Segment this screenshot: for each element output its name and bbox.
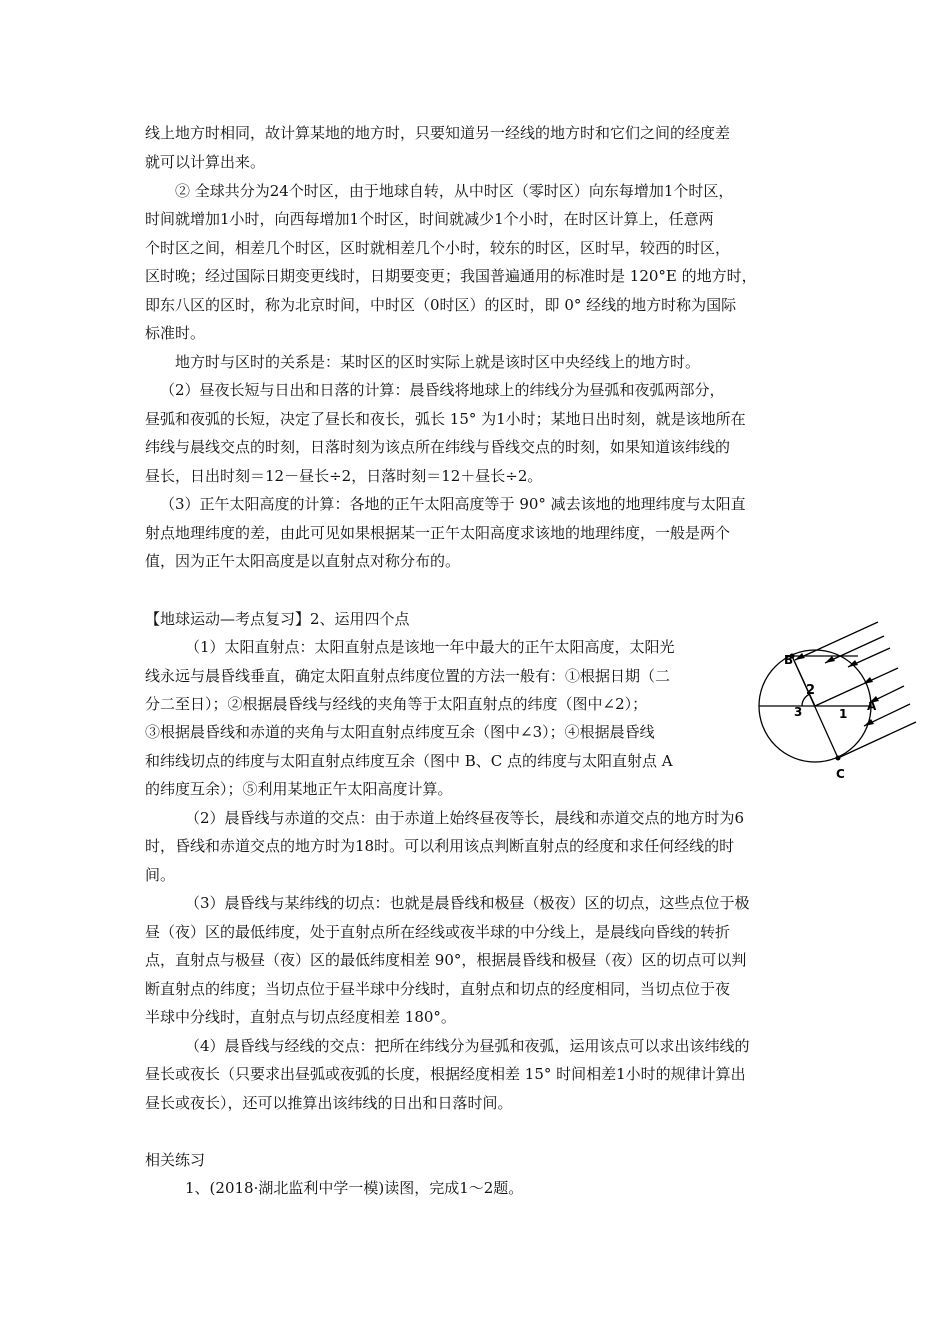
text-line: 时间就增加1小时，向西每增加1个时区，时间就减少1个小时，在时区计算上，任意两 bbox=[145, 210, 714, 228]
text-line: 标准时。 bbox=[145, 324, 206, 342]
text-line: 间。 bbox=[145, 866, 176, 884]
text-line: 即东八区的区时，称为北京时间，中时区（0时区）的区时，即 0° 经线的地方时称为国际 bbox=[145, 296, 737, 314]
text-line: 昼（夜）区的最低纬度，处于直射点所在经线或夜半球的中分线上，是晨线向昏线的转折 bbox=[145, 923, 731, 941]
text-line: （3）正午太阳高度的计算：各地的正午太阳高度等于 90° 减去该地的地理纬度与太阳直 bbox=[160, 495, 746, 513]
point-c-dot bbox=[836, 756, 841, 761]
label-c: C bbox=[836, 767, 845, 781]
normal-line bbox=[815, 684, 863, 706]
section-title: 【地球运动—考点复习】2、运用四个点 bbox=[145, 610, 410, 628]
sun-ray bbox=[838, 722, 916, 758]
label-angle-3: 3 bbox=[794, 705, 803, 719]
label-a: A bbox=[867, 699, 877, 713]
label-angle-2: 2 bbox=[806, 683, 816, 698]
text-line: （4）晨昏线与经线的交点：把所在纬线分为昼弧和夜弧，运用该点可以求出该纬线的 bbox=[185, 1037, 750, 1055]
text-line: 区时晚；经过国际日期变更线时，日期要变更；我国普遍通用的标准时是 120°E 的地方时， bbox=[145, 267, 757, 285]
text-line: ③根据晨昏线和赤道的夹角与太阳直射点纬度互余（图中∠3）；④根据晨昏线 bbox=[145, 723, 655, 741]
text-line: 昼长或夜长（只要求出昼弧或夜弧的长度，根据经度相差 15° 时间相差1小时的规律计算出 bbox=[145, 1065, 746, 1083]
text-line: 昼长，日出时刻＝12－昼长÷2，日落时刻＝12＋昼长÷2。 bbox=[145, 467, 543, 485]
text-line: 的纬度互余）；⑤利用某地正午太阳高度计算。 bbox=[145, 780, 453, 798]
text-line: 半球中分线时，直射点与切点经度相差 180°。 bbox=[145, 1008, 456, 1026]
text-line: 线永远与晨昏线垂直，确定太阳直射点纬度位置的方法一般有：①根据日期（二 bbox=[145, 667, 671, 685]
text-line: （2）晨昏线与赤道的交点：由于赤道上始终昼夜等长，晨线和赤道交点的地方时为6 bbox=[185, 809, 745, 827]
text-line: 和纬线切点的纬度与太阳直射点纬度互余（图中 B、C 点的纬度与太阳直射点 A bbox=[145, 752, 673, 770]
text-line: 个时区之间，相差几个时区，区时就相差几个小时，较东的时区，区时早，较西的时区， bbox=[145, 239, 731, 257]
text-line: （3）晨昏线与某纬线的切点：也就是晨昏线和极昼（极夜）区的切点，这些点位于极 bbox=[185, 894, 750, 912]
text-line: 点，直射点与极昼（夜）区的最低纬度相差 90°，根据晨昏线和极昼（夜）区的切点可以判 bbox=[145, 951, 747, 969]
terminator-diagram bbox=[750, 618, 930, 788]
text-line: （2）昼夜长短与日出和日落的计算：晨昏线将地球上的纬线分为昼弧和夜弧两部分， bbox=[160, 381, 725, 399]
text-line: 线上地方时相同，故计算某地的地方时，只要知道另一经线的地方时和它们之间的经度差 bbox=[145, 124, 731, 142]
text-line: 值，因为正午太阳高度是以直射点对称分布的。 bbox=[145, 552, 461, 570]
text-line: 昼弧和夜弧的长短，决定了昼长和夜长，弧长 15° 为1小时；某地日出时刻，就是该地所在 bbox=[145, 410, 746, 428]
text-line: 断直射点的纬度；当切点位于昼半球中分线时，直射点和切点的经度相同，当切点位于夜 bbox=[145, 980, 731, 998]
text-line: 地方时与区时的关系是：某时区的区时实际上就是该时区中央经线上的地方时。 bbox=[175, 353, 701, 371]
exercise-question: 1、(2018·湖北监利中学一模)读图，完成1～2题。 bbox=[185, 1179, 524, 1197]
label-angle-1: 1 bbox=[839, 707, 848, 721]
ray-arrowhead bbox=[848, 660, 858, 667]
exercise-heading: 相关练习 bbox=[145, 1151, 206, 1169]
label-b: B bbox=[784, 653, 794, 667]
text-line: ② 全球共分为24个时区，由于地球自转，从中时区（零时区）向东每增加1个时区， bbox=[175, 182, 734, 200]
text-line: 就可以计算出来。 bbox=[145, 153, 266, 171]
ray-arrowhead bbox=[825, 656, 835, 663]
text-line: 分二至日）；②根据晨昏线与经线的夹角等于太阳直射点的纬度（图中∠2）； bbox=[145, 695, 648, 713]
text-line: （1）太阳直射点：太阳直射点是该地一年中最大的正午太阳高度，太阳光 bbox=[185, 638, 675, 656]
text-line: 时，昏线和赤道交点的地方时为18时。可以利用该点判断直射点的经度和求任何经线的时 bbox=[145, 837, 735, 855]
sun-ray bbox=[825, 636, 884, 663]
text-line: 纬线与晨线交点的时刻，日落时刻为该点所在纬线与昏线交点的时刻，如果知道该纬线的 bbox=[145, 438, 731, 456]
text-line: 昼长或夜长），还可以推算出该纬线的日出和日落时间。 bbox=[145, 1094, 513, 1112]
text-line: 射点地理纬度的差，由此可见如果根据某一正午太阳高度求该地的地理纬度，一般是两个 bbox=[145, 524, 731, 542]
